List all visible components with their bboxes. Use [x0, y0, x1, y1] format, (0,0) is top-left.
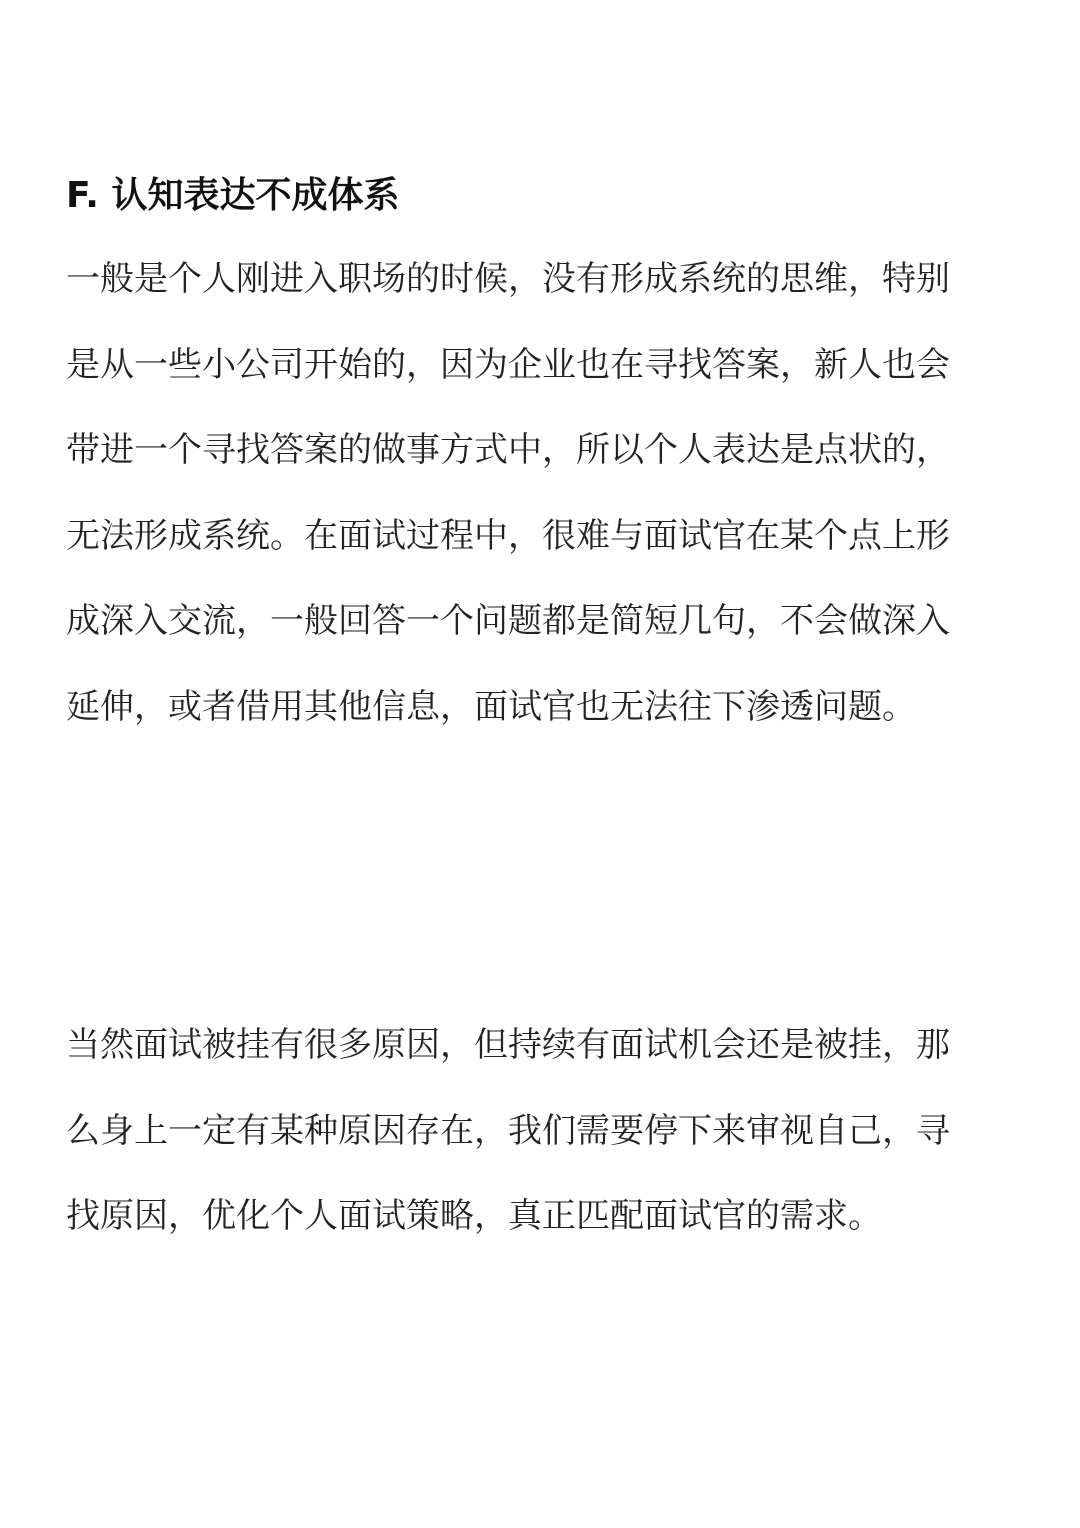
- paragraph-line: 成深入交流，一般回答一个问题都是简短几句，不会做深入: [66, 601, 950, 641]
- paragraph-line: 么身上一定有某种原因存在，我们需要停下来审视自己，寻: [66, 1110, 950, 1151]
- paragraph-line: 是从一些小公司开始的，因为企业也在寻找答案，新人也会: [66, 344, 950, 385]
- conclusion-paragraph: [66, 1003, 1016, 1260]
- paragraph-line: 无法形成系统。在面试过程中，很难与面试官在某个点上形: [66, 515, 950, 556]
- paragraph-line: 延伸，或者借用其他信息，面试官也无法往下渗透问题。: [66, 686, 916, 727]
- section-heading: F. 认知表达不成体系: [66, 175, 400, 216]
- section-paragraph: [66, 237, 1016, 750]
- paragraph-line: 一般是个人刚进入职场的时候，没有形成系统的思维，特别: [66, 259, 950, 299]
- paragraph-line: 找原因，优化个人面试策略，真正匹配面试官的需求。: [66, 1196, 882, 1236]
- paragraph-line: 当然面试被挂有很多原因，但持续有面试机会还是被挂，那: [66, 1025, 950, 1065]
- paragraph-line: 带进一个寻找答案的做事方式中，所以个人表达是点状的，: [66, 430, 950, 470]
